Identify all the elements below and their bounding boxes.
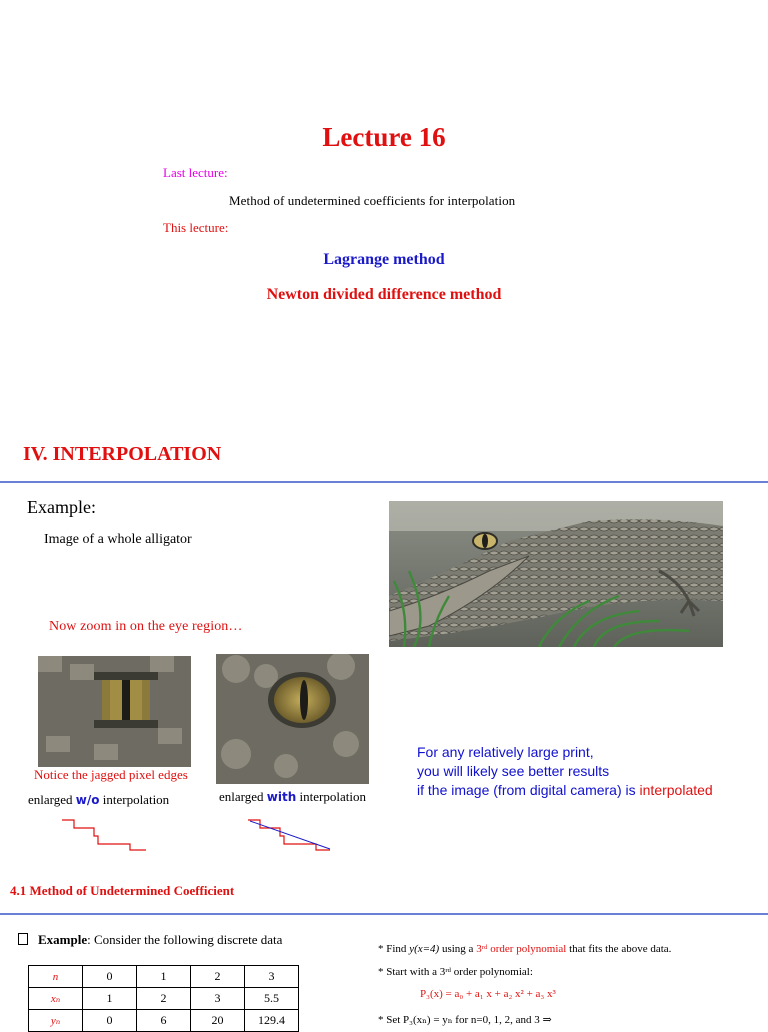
print-note-line-1: For any relatively large print, xyxy=(417,744,594,760)
table-row-header: yₙ xyxy=(29,1010,83,1032)
jagged-edges-note: Notice the jagged pixel edges xyxy=(34,767,188,782)
bullet-start-polynomial: * Start with a 3ʳᵈ order polynomial: xyxy=(378,966,533,978)
table-row-header: xₙ xyxy=(29,988,83,1010)
table-row xyxy=(29,966,299,988)
enlarged-with-emphasis: with xyxy=(266,790,297,804)
table-cell: 5.5 xyxy=(245,988,299,1010)
table-row xyxy=(29,988,299,1010)
bullet-find-value xyxy=(378,943,671,955)
example-text: : Consider the following discrete data xyxy=(87,932,283,947)
enlarged-with-suffix: interpolation xyxy=(296,789,366,804)
print-note-line-2: you will likely see better results xyxy=(417,763,610,779)
polynomial-formula: P₃(x) = a₀ + a₁ x + a₂ x² + a₃ x³ xyxy=(420,988,556,1000)
example-bold-label: Example xyxy=(38,932,88,947)
example-statement xyxy=(18,932,282,948)
this-lecture-label: This lecture: xyxy=(163,220,229,235)
subsection-divider xyxy=(0,913,768,915)
last-lecture-topic: Method of undetermined coefficients for interpolation xyxy=(229,193,516,208)
print-note-line-3-text: if the image (from digital camera) is xyxy=(417,782,640,798)
table-cell: 1 xyxy=(83,988,137,1010)
alligator-caption: Image of a whole alligator xyxy=(44,532,192,547)
subsection-title: 4.1 Method of Undetermined Coefficient xyxy=(10,883,235,898)
bullet-1-part-e: that fits the above data. xyxy=(566,943,672,955)
section-divider xyxy=(0,481,768,483)
smooth-step-diagram xyxy=(246,818,336,854)
enlarged-without-suffix: interpolation xyxy=(99,792,170,807)
table-cell: 2 xyxy=(137,988,191,1010)
enlarged-without-prefix: enlarged xyxy=(28,792,76,807)
bullet-set-equations: * Set P₃(xₙ) = yₙ for n=0, 1, 2, and 3 ⇒ xyxy=(378,1014,552,1026)
eye-with-interpolation-photo xyxy=(216,654,369,784)
jagged-step-diagram xyxy=(60,818,150,854)
data-table xyxy=(28,965,299,1032)
table-cell: 3 xyxy=(245,966,299,988)
table-cell: 6 xyxy=(137,1010,191,1032)
topic-lagrange: Lagrange method xyxy=(323,251,445,268)
table-cell: 0 xyxy=(83,1010,137,1032)
lecture-title: Lecture 16 xyxy=(322,122,446,152)
enlarged-with-prefix: enlarged xyxy=(219,789,267,804)
table-cell: 1 xyxy=(137,966,191,988)
print-note-line-3 xyxy=(417,781,713,800)
table-row xyxy=(29,1010,299,1032)
alligator-photo xyxy=(389,501,723,647)
print-note-highlight: interpolated xyxy=(639,782,713,798)
zoom-instruction: Now zoom in on the eye region… xyxy=(49,619,243,634)
table-cell: 3 xyxy=(191,988,245,1010)
eye-without-interpolation-photo xyxy=(38,656,191,767)
bullet-1-part-b: y(x=4) xyxy=(409,943,440,955)
example-label: Example: xyxy=(27,497,96,517)
bullet-1-highlight: 3ʳᵈ order polynomial xyxy=(476,943,567,955)
section-title: IV. INTERPOLATION xyxy=(23,443,222,465)
enlarged-without-label xyxy=(28,792,169,808)
enlarged-without-emphasis: w/o xyxy=(75,793,100,807)
table-row-header: n xyxy=(29,966,83,988)
bullet-1-part-c: using a xyxy=(439,943,477,955)
topic-newton: Newton divided difference method xyxy=(266,286,502,303)
table-cell: 0 xyxy=(83,966,137,988)
table-cell: 2 xyxy=(191,966,245,988)
print-quality-note xyxy=(417,743,713,800)
bullet-1-part-a: * Find xyxy=(378,943,410,955)
table-cell: 129.4 xyxy=(245,1010,299,1032)
enlarged-with-label xyxy=(219,789,366,805)
last-lecture-label: Last lecture: xyxy=(163,165,228,180)
checkbox-bullet-icon xyxy=(18,933,28,945)
table-cell: 20 xyxy=(191,1010,245,1032)
